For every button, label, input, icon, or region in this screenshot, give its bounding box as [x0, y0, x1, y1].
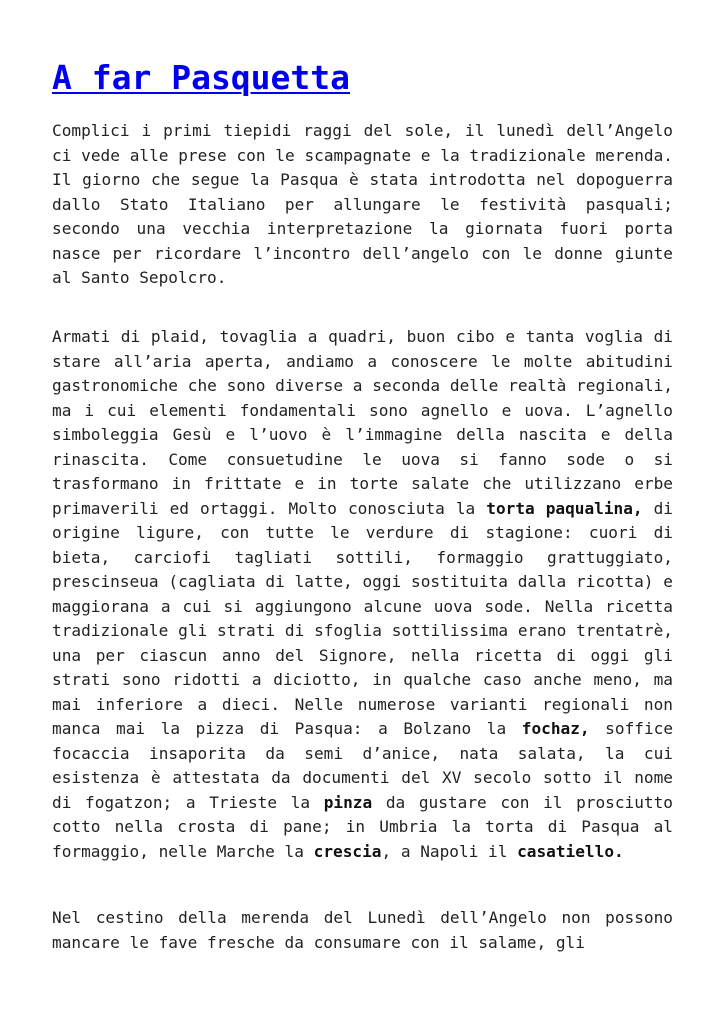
text-run: Nel cestino della merenda del Lunedì dell’Angelo non possono mancare le fave fresche da consumare con il salame, gli — [52, 908, 673, 952]
paragraph-1 — [52, 119, 673, 291]
text-run: Complici i primi tiepidi raggi del sole, il lunedì dell’Angelo ci vede alle prese con le scampagnate e la tradizionale merenda. Il giorno che segue la Pasqua è stata introdotta nel dopoguerra dallo Stato Italiano per allungare le festività pasquali; secondo una vecchia interpretazione la giornata fuori porta nasce per ricordare l’incontro dell’angelo con le donne giunte al Santo Sepolcro. — [52, 121, 673, 287]
paragraph-2 — [52, 325, 673, 864]
paragraph-text — [52, 325, 673, 864]
text-run: da gustare con il prosciutto cotto nella crosta di pane; in Umbria la torta di Pasqua al formaggio, nelle Marche la — [52, 792, 673, 861]
text-run: Armati di plaid, tovaglia a quadri, buon cibo e tanta voglia di stare all’aria aperta, andiamo a conoscere le molte abitudini gastronomiche che sono diverse a seconda delle realtà regionali, ma i cui elementi fondamentali sono agnello e uova. L’agnello simboleggia Gesù e l’uovo è l’immagine della nascita e della rinascita. Come consuetudine le uova si fanno sode o si trasformano in frittate e in torte salate che utilizzano erbe primaverili ed ortaggi. Molto conosciuta la — [52, 327, 673, 518]
paragraph-3 — [52, 906, 673, 955]
text-run: , a Napoli il — [381, 841, 518, 861]
text-run: soffice focaccia insaporita da semi d’anice, nata salata, la cui esistenza è attestata da documenti del XV secolo sotto il nome di fogatzon; a Trieste la — [52, 719, 674, 812]
paragraph-text — [52, 119, 673, 291]
paragraph-text — [52, 906, 673, 955]
article-title — [52, 56, 350, 100]
bold-term: crescia — [313, 841, 382, 861]
article-title-link[interactable]: A far Pasquetta — [52, 58, 351, 97]
bold-term: pinza — [323, 792, 373, 812]
bold-term: fochaz, — [521, 719, 590, 738]
text-run: di origine ligure, con tutte le verdure di stagione: cuori di bieta, carciofi tagliati sottili, formaggio grattuggiato, prescinseua (cagliata di latte, oggi sostituita dalla ricotta) e maggiorana a cui si aggiungono alcune uova sode. Nella ricetta tradizionale gli strati di sfoglia sottilissima erano trentatrè, una per ciascun anno del Signore, nella ricetta di oggi gli strati sono ridotti a diciotto, in qualche caso anche meno, ma mai inferiore a dieci. Nelle numerose varianti regionali non manca mai la pizza di Pasqua: a Bolzano la — [52, 498, 673, 738]
bold-term: torta paqualina, — [486, 498, 643, 518]
bold-term: casatiello. — [517, 841, 624, 861]
